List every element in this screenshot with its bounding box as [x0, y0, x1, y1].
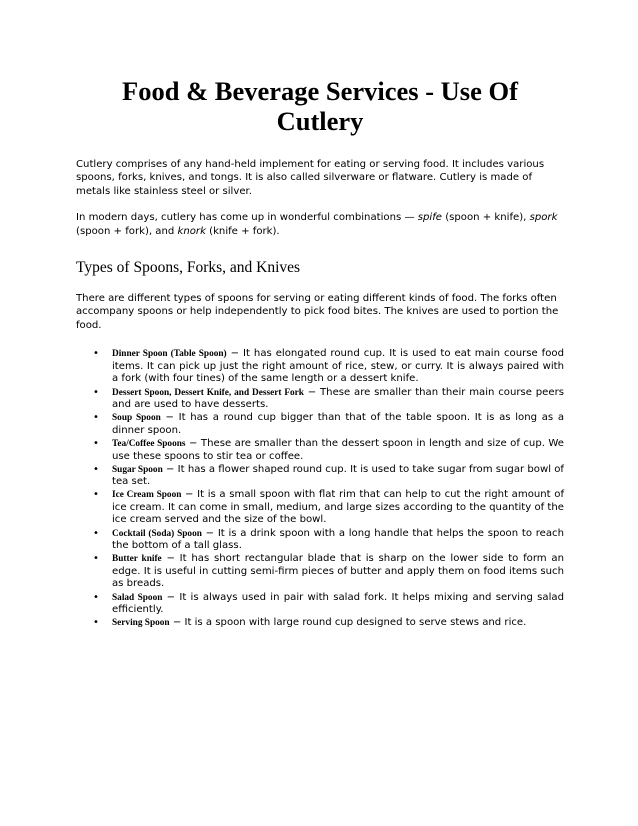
intro-paragraph: Cutlery comprises of any hand-held implement for eating or serving food. It includes various spoons, forks, knives, and tongs. It is also called silverware or flatware. Cutlery is made of metals like stainless steel or silver. [76, 159, 545, 197]
combo-term-spork: spork [529, 212, 558, 224]
item-description: − These are smaller than the dessert spoon in length and size of cup. We use these spoons to stir tea or coffee. [112, 437, 565, 462]
bullet-icon: • [93, 553, 99, 565]
combo-text-before: In modern days, cutlery has come up in wonderful combinations — [76, 212, 418, 224]
bullet-icon: • [93, 591, 99, 603]
combo-term-spife: spife [417, 212, 442, 224]
page-title: Food & Beverage Services - Use Of Cutlery [122, 76, 518, 136]
cutlery-list [76, 348, 564, 630]
item-description: − It is always used in pair with salad fork. It helps mixing and serving salad efficiently. [112, 591, 564, 616]
item-term: Butter knife [112, 554, 162, 565]
item-description: − It has short rectangular blade that is sharp on the lower side to form an edge. It is useful in cutting semi-firm pieces of butter and apply them on food items such as breads. [112, 553, 564, 590]
item-term: Serving Spoon [112, 618, 170, 629]
list-item [93, 412, 565, 437]
section-paragraph: There are different types of spoons for serving or eating different kinds of food. The forks often accompany spoons or help independently to pick food bites. The knives are used to portion the food. [76, 293, 559, 331]
item-description: − It is a drink spoon with a long handle that helps the spoon to reach the bottom of a tall glass. [112, 527, 564, 552]
bullet-icon: • [93, 527, 99, 539]
section-heading: Types of Spoons, Forks, and Knives [76, 259, 301, 277]
list-item [93, 527, 564, 553]
item-description: − It is a spoon with large round cup designed to serve stews and rice. [169, 617, 527, 629]
combo-text-mid-2: (spoon + fork), and [76, 225, 178, 237]
list-item [93, 617, 564, 630]
item-description: − It is a small spoon with flat rim that can help to cut the right amount of ice cream. It can come in small, medium, and large sizes according to the quantity of the ice cream served and the size of the bowl. [112, 489, 564, 526]
combinations-paragraph [76, 211, 564, 238]
item-description: − It has a flower shaped round cup. It is used to take sugar from sugar bowl of tea set. [112, 463, 564, 488]
bullet-icon: • [93, 617, 99, 629]
item-term: Sugar Spoon [112, 464, 163, 475]
combo-term-knork: knork [177, 225, 206, 237]
item-description: − It has a round cup bigger than that of the table spoon. It is as long as a dinner spoon. [112, 412, 565, 436]
bullet-icon: • [93, 437, 99, 449]
item-term: Dessert Spoon, Dessert Knife, and Dessert Fork [112, 387, 304, 398]
combo-text-mid-1: (spoon + knife), [441, 212, 530, 224]
list-item [93, 553, 564, 591]
list-item [93, 489, 564, 527]
item-description: − These are smaller than their main course peers and are used to have desserts. [112, 386, 564, 411]
item-term: Cocktail (Soda) Spoon [112, 528, 202, 539]
bullet-icon: • [93, 463, 99, 475]
item-term: Tea/Coffee Spoons [112, 438, 186, 449]
item-term: Ice Cream Spoon [112, 490, 182, 501]
list-item [93, 437, 565, 463]
bullet-icon: • [93, 348, 99, 360]
bullet-icon: • [93, 412, 99, 424]
item-term: Salad Spoon [112, 592, 163, 603]
list-item [93, 348, 564, 386]
combo-text-after: (knife + fork). [205, 225, 280, 237]
item-term: Soup Spoon [112, 413, 161, 424]
list-item [93, 463, 564, 489]
list-item [93, 591, 564, 617]
bullet-icon: • [93, 386, 99, 398]
bullet-icon: • [93, 489, 99, 501]
item-description: − It has elongated round cup. It is used to eat main course food items. It can pick up just the right amount of rice, stew, or curry. It is always paired with a fork (with four tines) of the same length or a dessert knife. [112, 348, 564, 385]
list-item [93, 386, 564, 412]
item-term: Dinner Spoon (Table Spoon) [112, 349, 227, 360]
